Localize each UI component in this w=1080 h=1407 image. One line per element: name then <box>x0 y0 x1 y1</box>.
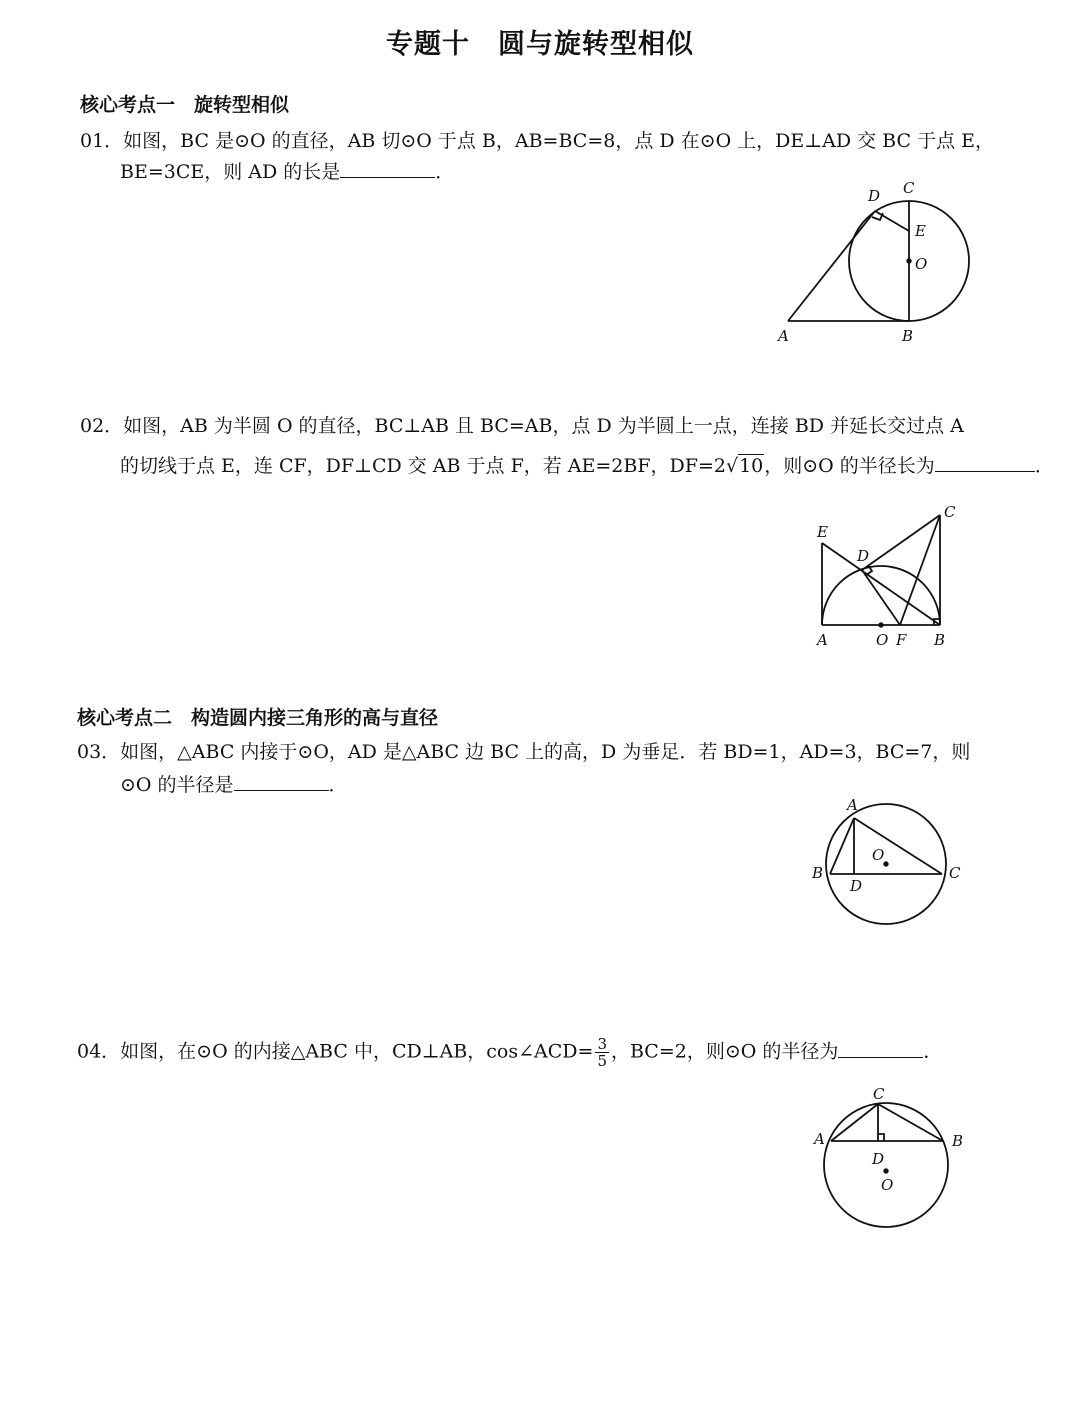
q3-label-c: C <box>949 864 961 882</box>
q1-figure <box>770 175 990 355</box>
q4-fraction-denominator: 5 <box>597 1052 607 1070</box>
q2-line2 <box>120 451 1054 481</box>
q2-figure <box>800 495 980 655</box>
q4-label-o: O <box>881 1176 894 1194</box>
q2-line2-text: 的切线于点 E，连 CF，DF⊥CD 交 AB 于点 F，若 AE=2BF，DF=2 <box>120 455 726 477</box>
q4-text: 04．如图，在⊙O 的内接△ABC 中，CD⊥AB，cos∠ACD= <box>77 1040 594 1063</box>
q4-text-b: ，BC=2，则⊙O 的半径为 <box>610 1040 839 1063</box>
q4-label-c: C <box>873 1085 885 1103</box>
q2-line2-text-b: ，则⊙O 的半径长为 <box>764 455 935 477</box>
q2-segment-cf <box>900 515 940 625</box>
q4-right-angle-mark <box>878 1134 884 1141</box>
q1-line2-text: BE=3CE，则 AD 的长是 <box>120 161 341 183</box>
q4-fraction-numerator: 3 <box>597 1035 607 1053</box>
q2-semicircle <box>822 566 940 625</box>
q4-answer-blank[interactable] <box>838 1037 923 1058</box>
q3-line2 <box>120 770 348 800</box>
q4-side-ac <box>831 1104 878 1141</box>
q4-figure <box>800 1080 980 1240</box>
q1-label-e: E <box>915 222 926 240</box>
q1-label-d: D <box>868 187 881 205</box>
page-title: 专题十 圆与旋转型相似 <box>386 29 694 60</box>
section-heading-2: 核心考点二 构造圆内接三角形的高与直径 <box>77 707 439 729</box>
q3-side-ab <box>830 818 854 874</box>
q4-fraction <box>595 1036 609 1069</box>
q2-label-a: A <box>817 631 828 649</box>
q4-label-a: A <box>814 1130 825 1148</box>
q2-label-d: D <box>857 547 870 565</box>
q4-label-d: D <box>872 1150 885 1168</box>
q4-line-end: ． <box>923 1040 943 1063</box>
q4-label-b: B <box>952 1132 964 1150</box>
q2-answer-blank[interactable] <box>935 451 1035 472</box>
q4-side-bc <box>878 1104 943 1141</box>
q3-line1: 03．如图，△ABC 内接于⊙O，AD 是△ABC 边 BC 上的高，D 为垂足．若 BD=1，AD=3，BC=7，则 <box>77 741 971 763</box>
q3-label-d: D <box>850 877 863 895</box>
q3-center-dot <box>884 862 888 866</box>
q1-segment-ad <box>788 211 875 321</box>
q3-answer-blank[interactable] <box>234 770 329 791</box>
q2-segment-dc <box>862 515 940 570</box>
q3-line2-text: ⊙O 的半径是 <box>120 774 234 796</box>
q2-segment-df <box>862 570 900 625</box>
q1-line2-end: ． <box>435 161 455 183</box>
q1-segment-de <box>875 211 909 231</box>
q2-label-o: O <box>876 631 889 649</box>
q1-label-o: O <box>915 255 928 273</box>
q1-line1: 01．如图，BC 是⊙O 的直径，AB 切⊙O 于点 B，AB=BC=8，点 D 在⊙O 上，DE⊥AD 交 BC 于点 E， <box>80 130 994 152</box>
q4-center-dot <box>884 1169 888 1173</box>
q1-label-a: A <box>778 327 789 345</box>
q2-sqrt-radicand: 10 <box>739 455 764 477</box>
q2-line1: 02．如图，AB 为半圆 O 的直径，BC⊥AB 且 BC=AB，点 D 为半圆上一点，连接 BD 并延长交过点 A <box>80 415 964 437</box>
q1-answer-blank[interactable] <box>340 157 435 178</box>
q2-label-c: C <box>944 503 956 521</box>
q2-line2-end: ． <box>1034 455 1054 477</box>
q3-figure <box>800 790 980 940</box>
q4-line <box>77 1036 942 1069</box>
q1-line2 <box>120 157 454 187</box>
q2-label-e: E <box>817 523 828 541</box>
q1-label-c: C <box>903 179 915 197</box>
q1-label-b: B <box>902 327 914 345</box>
q3-label-b: B <box>812 864 824 882</box>
q3-label-o: O <box>872 846 885 864</box>
section-heading-1: 核心考点一 旋转型相似 <box>80 94 290 116</box>
q3-side-ac <box>854 818 942 874</box>
q2-center-dot <box>879 623 883 627</box>
q3-label-a: A <box>847 796 858 814</box>
q2-label-b: B <box>934 631 946 649</box>
q2-label-f: F <box>896 631 907 649</box>
q4-circle <box>824 1103 948 1227</box>
q3-line2-end: ． <box>328 774 348 796</box>
sqrt-sign: √ <box>725 455 739 477</box>
q1-center-dot <box>907 259 911 263</box>
